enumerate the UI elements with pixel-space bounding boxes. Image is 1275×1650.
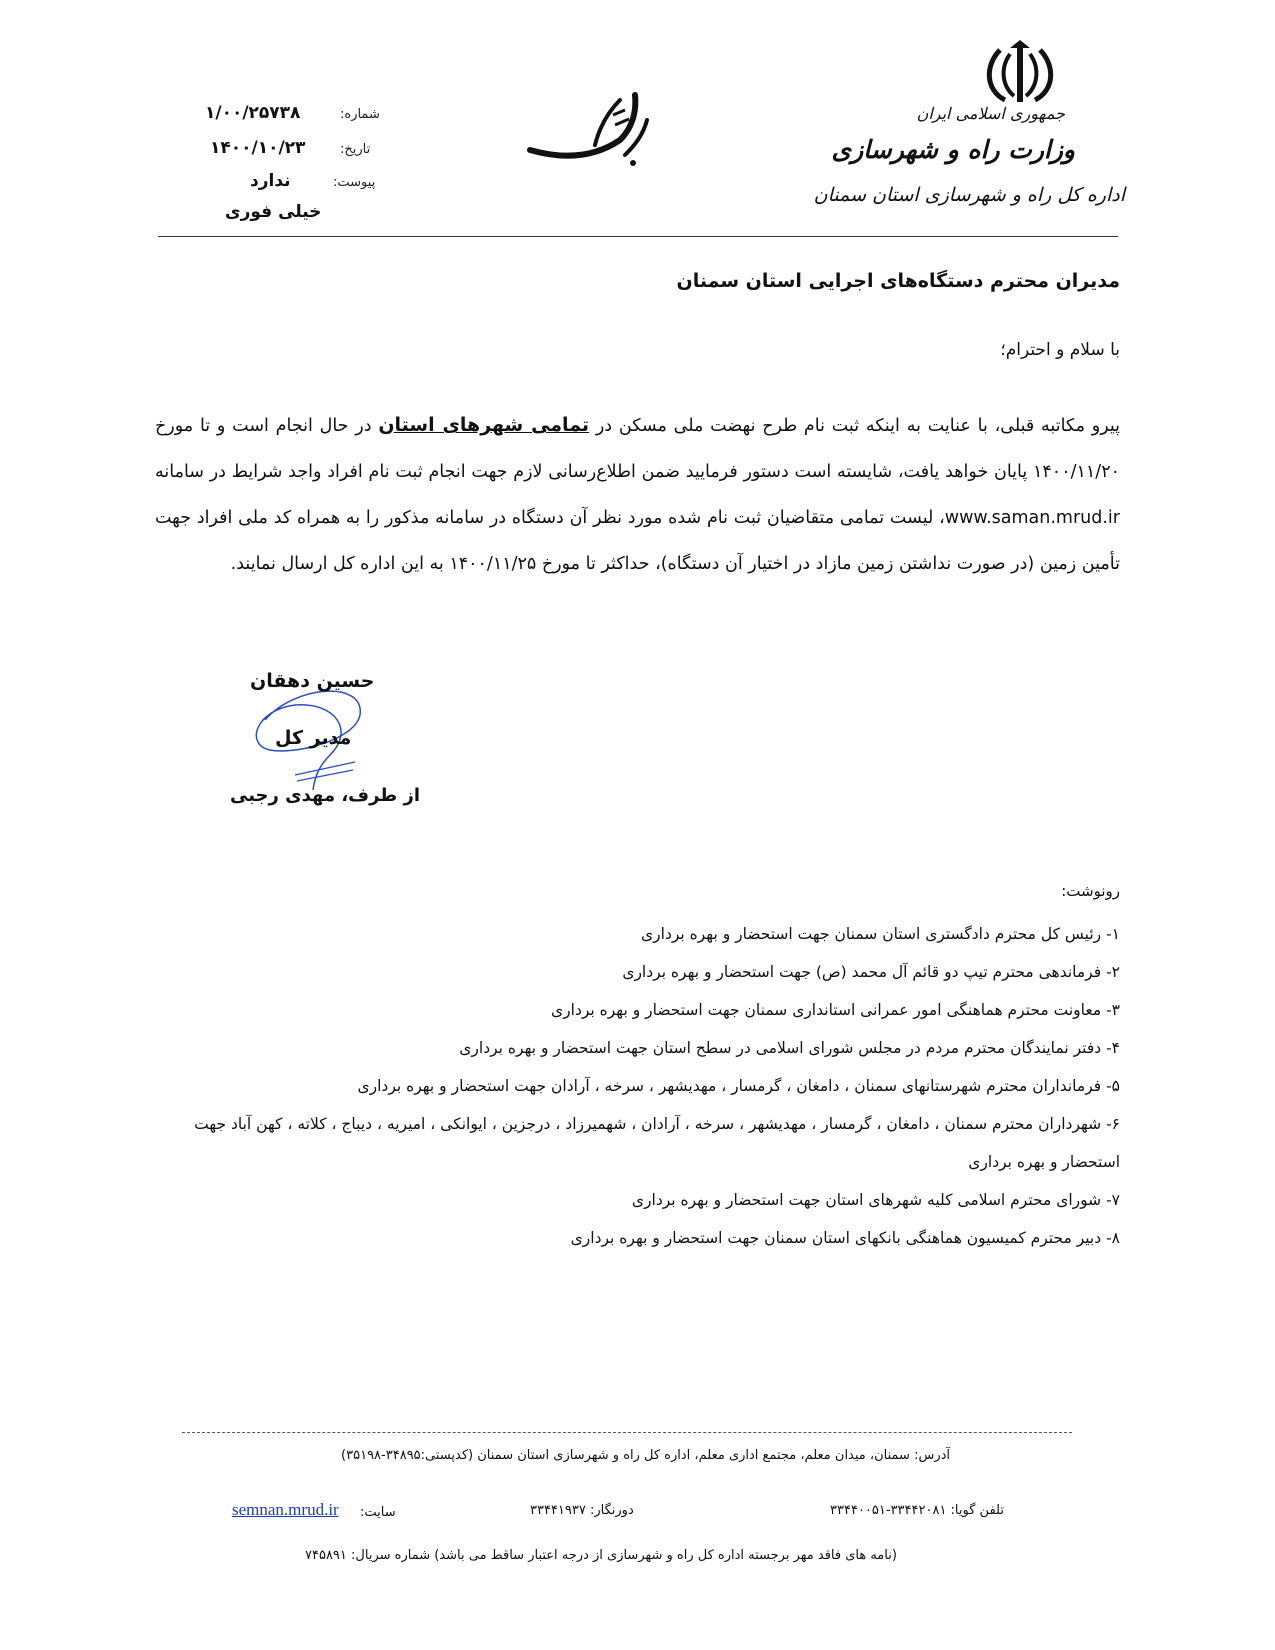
recipient-line: مدیران محترم دستگاه‌های اجرایی استان سمنان (676, 270, 1120, 292)
cc-item: ۲- فرماندهی محترم تیپ دو قائم آل محمد (ص) جهت استحضار و بهره برداری (622, 963, 1120, 981)
letter-body (155, 402, 1120, 587)
date-label: تاریخ: (340, 142, 371, 157)
site-label: سایت: (360, 1505, 396, 1520)
footer-disclaimer: (نامه های فاقد مهر برجسته اداره کل راه و شهرسازی از درجه اعتبار ساقط می باشد) شماره سریال: ۷۴۵۸۹۱ (305, 1548, 897, 1563)
letter-date: ۱۴۰۰/۱۰/۲۳ (210, 138, 306, 158)
attachment-label: پیوست: (333, 175, 376, 190)
bismillah-calligraphy (525, 85, 655, 170)
fax-number: دورنگار: ۳۳۴۴۱۹۳۷ (530, 1503, 634, 1518)
number-label: شماره: (340, 107, 380, 122)
office-name: اداره کل راه و شهرسازی استان سمنان (813, 184, 1125, 206)
body-part-2: در حال انجام است و تا مورخ ۱۴۰۰/۱۱/۲۰ پایان خواهد یافت، شایسته است دستور فرمایید ضمن اطلاع‌رسانی لازم جهت انجام ثبت نام افراد واجد شرایط در سامانه www.saman.mrud.ir، لیست تمامی متقاضیان ثبت نام شده مورد نظر آن دستگاه در سامانه مذکور را به همراه کد ملی افراد جهت تأمین زمین (در صورت نداشتن زمین مازاد در اختیار آن دستگاه)، حداکثر تا مورخ ۱۴۰۰/۱۱/۲۵ به این اداره کل ارسال نمایند. (155, 416, 1120, 574)
website-link[interactable]: semnan.mrud.ir (232, 1500, 339, 1519)
letter-number: ۱/۰۰/۲۵۷۳۸ (205, 103, 301, 123)
body-highlight: تمامی شهرهای استان (378, 414, 590, 436)
cc-list (150, 915, 1120, 1257)
attachment-value: ندارد (250, 171, 291, 191)
cc-item: ۶- شهرداران محترم سمنان ، دامغان ، گرمسار ، مهدیشهر ، سرخه ، آرادان ، شهمیرزاد ، درجزین ، ایوانکی ، امیریه ، دیباج ، کلاته ، کهن آباد جهت استحضار و بهره برداری (194, 1115, 1120, 1171)
phone-number: تلفن گویا: ۳۳۴۴۲۰۸۱-۳۳۴۴۰۰۵۱ (830, 1503, 1004, 1518)
cc-heading: رونوشت: (1061, 882, 1120, 900)
priority-badge: خیلی فوری (225, 202, 322, 222)
salutation: با سلام و احترام؛ (1000, 340, 1120, 360)
footer-address: آدرس: سمنان، میدان معلم، مجتمع اداری معلم، اداره کل راه و شهرسازی استان سمنان (کدپستی:۳۴۸۹۵-۳۵۱۹۸) (341, 1448, 950, 1463)
cc-item: ۳- معاونت محترم هماهنگی امور عمرانی استانداری سمنان جهت استحضار و بهره برداری (551, 1001, 1120, 1019)
cc-item: ۱- رئیس کل محترم دادگستری استان سمنان جهت استحضار و بهره برداری (641, 925, 1120, 943)
footer-divider (182, 1432, 1072, 1433)
iran-emblem-icon (980, 40, 1060, 110)
cc-item: ۸- دبیر محترم کمیسیون هماهنگی بانکهای استان سمنان جهت استحضار و بهره برداری (570, 1229, 1120, 1247)
header-divider (158, 236, 1118, 237)
cc-item: ۵- فرمانداران محترم شهرستانهای سمنان ، دامغان ، گرمسار ، مهدیشهر ، سرخه ، آرادان جهت استحضار و بهره برداری (357, 1077, 1120, 1095)
cc-item: ۷- شورای محترم اسلامی کلیه شهرهای استان جهت استحضار و بهره برداری (631, 1191, 1120, 1209)
cc-item: ۴- دفتر نمایندگان محترم مردم در مجلس شورای اسلامی در سطح استان جهت استحضار و بهره برداری (459, 1039, 1120, 1057)
ministry-name: وزارت راه و شهرسازی (831, 135, 1075, 164)
body-part-1: پیرو مکاتبه قبلی، با عنایت به اینکه ثبت نام طرح نهضت ملی مسکن در (595, 416, 1120, 436)
on-behalf-line: از طرف، مهدی رجبی (230, 785, 421, 806)
country-name: جمهوری اسلامی ایران (916, 104, 1065, 123)
signatory-name: حسین دهقان (250, 670, 375, 692)
signatory-title: مدیر کل (275, 727, 352, 749)
